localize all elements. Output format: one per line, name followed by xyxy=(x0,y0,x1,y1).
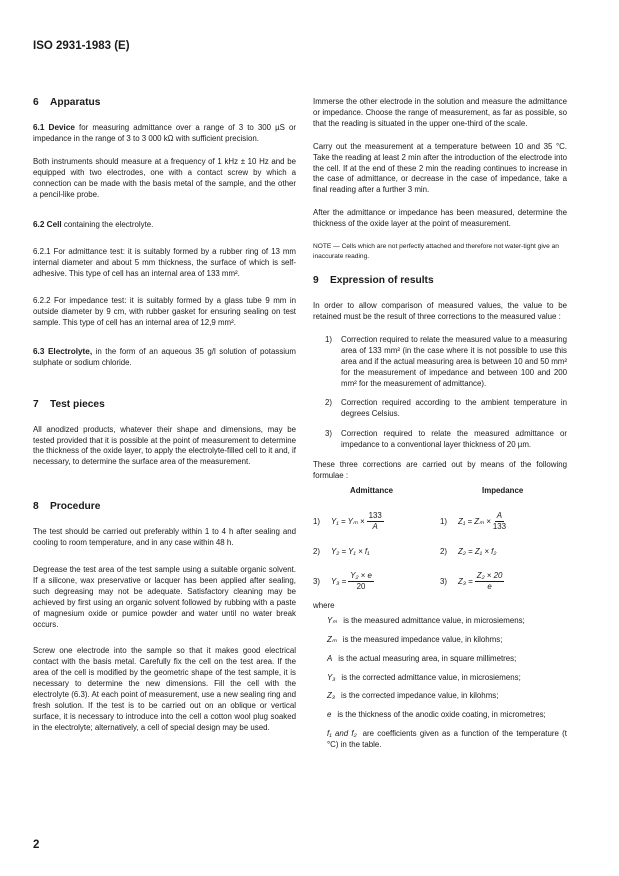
clause-6-2-1: 6.2.1 For admittance test: it is suitably formed by a rubber ring of 13 mm internal diameter and about 5 mm thickness, the surface of which is self-adhesive. This type of cell has an internal area of 133 mm². xyxy=(33,247,296,279)
definition-item: Y₃ is the corrected admittance value, in microsiemens; xyxy=(327,672,521,682)
section-8-para-1: The test should be carried out preferably within 1 to 4 h after sealing and cooling to room temperature, and in any case within 48 h. xyxy=(33,527,296,548)
section-8-para-3: Screw one electrode into the sample so that it makes good electrical contact with the basis metal. Carefully fix the cell on the test area. If the area of the cell is modified by the geometric shape of the test sample, it is necessary to determine the new dimensions. Fill the cell with the electrolyte (6.3). At each point of measurement, use a new sealing ring and fresh solution. If the test is to be carried out on an oblique or vertical surface, it is necessary to introduce into the cell a cotton wool plug soaked in the electrolyte; alternatively, a cell of special design may be used. xyxy=(33,646,296,732)
formula-y3: Y₃ = xyxy=(331,577,347,587)
clause-6-3: 6.3 Electrolyte, in the form of an aqueous 35 g/l solution of potassium sulphate or sodium chloride. xyxy=(33,346,296,367)
procedure-continued-3: After the admittance or impedance has been measured, determine the thickness of the oxide layer at the point of measurement. xyxy=(313,208,567,229)
standard-header: ISO 2931-1983 (E) xyxy=(33,40,130,52)
formula-column-headers xyxy=(313,486,567,495)
formula-z3: Z₃ = xyxy=(458,577,473,587)
formula-z2: Z₂ = Z₁ × f₂ xyxy=(458,547,497,557)
page-number: 2 xyxy=(33,839,40,851)
section-7-heading: 7 Test pieces xyxy=(33,398,105,410)
left-column xyxy=(33,97,296,746)
formula-row-2: 2) Y₂ = Y₁ × f₁ 2) Z₂ = Z₁ × f₂ xyxy=(313,547,497,557)
section-8-heading: 8 Procedure xyxy=(33,501,101,513)
procedure-continued-1: Immerse the other electrode in the solution and measure the admittance or impedance. Choose the range of measurement, as far as possible, so that the reading is situated in the upper one-third of the scale. xyxy=(313,97,567,128)
definition-item: Yₘ is the measured admittance value, in microsiemens; xyxy=(327,615,525,625)
definition-item: Z₃ is the corrected impedance value, in kilohms; xyxy=(327,691,499,701)
clause-6-1: 6.1 Device for measuring admittance over a range of 3 to 300 µS or impedance in the range of 3 to 3 000 kΩ with sufficient precision. xyxy=(33,123,296,143)
clause-6-2-2: 6.2.2 For impedance test: it is suitably formed by a glass tube 9 mm in outside diameter by 9 cm, with rubber gasket for ensuring sealing on test sample. This type of cell has an internal area of 12,9 mm². xyxy=(33,296,296,327)
section-8-para-2: Degrease the test area of the test sample using a suitable organic solvent. If a silicone, wax preservative or lacquer has been applied after sealing, such degreasing may not be adequate. Satisfactory cleaning may be achieved by first using an organic solvent followed by rubbing with a paste of magnesium oxide or pumice powder and water until no water break occurs. xyxy=(33,565,296,629)
formula-y1: Y₁ = Yₘ × xyxy=(331,517,365,527)
note: NOTE — Cells which are not perfectly attached and therefore not water-tight give an inaccurate reading. xyxy=(313,243,559,260)
correction-item: 2) Correction required according to the ambient temperature in degrees Celsius. xyxy=(325,398,567,419)
formula-y2: Y₂ = Y₁ × f₁ xyxy=(331,547,370,557)
section-9-heading: 9 Expression of results xyxy=(313,275,434,287)
correction-item: 3) Correction required to relate the measured admittance or impedance to a conventional layer thickness of 20 µm. xyxy=(325,429,567,450)
section-6-heading: 6 Apparatus xyxy=(33,97,101,108)
section-7-text: All anodized products, whatever their shape and dimensions, may be tested provided that it is possible at the point of measurement to determine the thickness of the oxide layer, to apply the electrolyte-filled cell to it and, if necessary, to determine the surface area of the measurement. xyxy=(33,424,296,467)
correction-item: 1) Correction required to relate the measured value to a measuring area of 133 mm² (in the case where it is not possible to use this area and if the actual measuring area is between 10 and 50 mm² for the measurement of impedance and between 100 and 200 mm² for the measurement of admittance). xyxy=(325,334,567,388)
definitions-list xyxy=(313,616,567,751)
formulae-intro: These three corrections are carried out by means of the following formulae : xyxy=(313,460,567,480)
admittance-header: Admittance xyxy=(350,485,393,495)
impedance-header: Impedance xyxy=(482,485,524,495)
right-column xyxy=(313,97,567,759)
section-9-intro: In order to allow comparison of measured values, the value to be retained must be the result of three corrections to the measured value : xyxy=(313,301,567,321)
procedure-continued-2: Carry out the measurement at a temperature between 10 and 35 °C. Take the reading at least 2 min after the introduction of the electrode into the cell. If at the end of these 2 min the reading continues to increase in the case of admittance, or decrease in the case of impedance, take a final reading after a further 3 min. xyxy=(313,141,567,195)
definition-item: e is the thickness of the anodic oxide coating, in micrometres; xyxy=(327,710,546,720)
formula-z1: Z₁ = Zₘ × xyxy=(458,517,491,527)
definition-item: Zₘ is the measured impedance value, in kilohms; xyxy=(327,634,503,644)
corrections-list xyxy=(313,335,567,451)
where-label: where xyxy=(313,600,335,610)
formula-row-1: 1) Y₁ = Yₘ × $\frac{133}{A}$ 1) Z₁ = Zₘ × $\frac{A}{133}$ xyxy=(313,511,507,532)
clause-6-1-para: Both instruments should measure at a frequency of 1 kHz ± 10 Hz and be equipped with two electrodes, one with a contact screw by which a connection can be made with the basis metal of the sample, and the other a pencil-like probe. xyxy=(33,156,296,199)
clause-6-2: 6.2 Cell containing the electrolyte. xyxy=(33,220,154,230)
formula-row-3: 3) Y₃ = $\frac{\text{Y₂ × e}}{20}$ 3) Z₃ = $\frac{\text{Z₂ × 20}}{e}$ xyxy=(313,571,503,592)
definition-item: A is the actual measuring area, in square millimetres; xyxy=(327,653,517,663)
definition-item: f₁ and f₂ are coefficients given as a function of the temperature (t °C) in the table. xyxy=(327,729,567,750)
